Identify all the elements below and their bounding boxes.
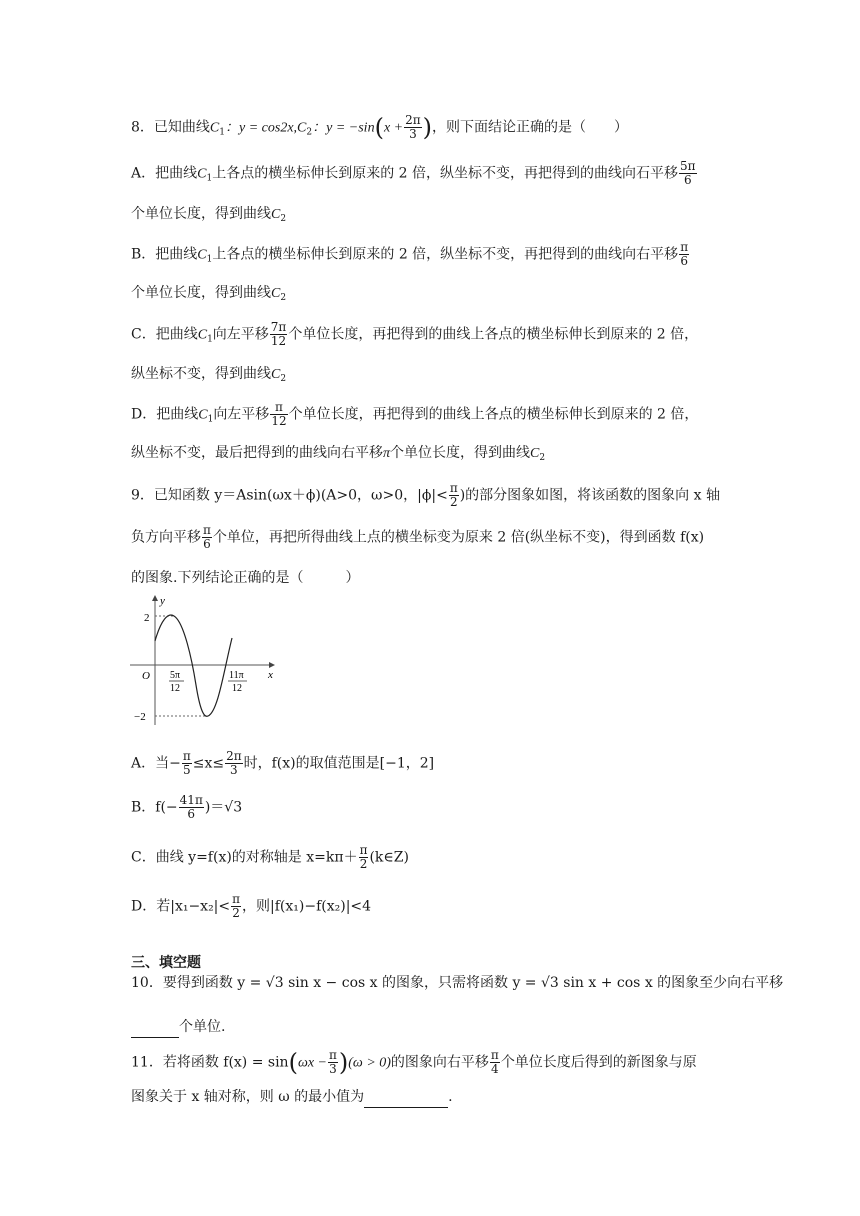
q8-option-c-cont: 纵坐标不变，得到曲线$C_2$ (131, 366, 287, 384)
q9-stem-line2: 负方向平移 $\frac{\pi}{6}$ 个单位，再把所得曲线上点的横坐标变为原来 2 倍(纵坐标不变)，得到函数 f(x) (131, 523, 705, 551)
q9-option-c: C．曲线 y=f(x)的对称轴是 x=kπ＋ $\frac{\pi}{2}$ (k∈Z) (131, 843, 409, 871)
fraction: $\frac{\pi}{5}$ (182, 749, 191, 777)
q8-stem-text: 8．已知曲线 (131, 119, 210, 136)
x-tick-11pi-12-num: 11π (229, 670, 244, 681)
fraction: $\frac{\pi}{2}$ (232, 892, 241, 920)
y-tick-bottom: −2 (134, 711, 146, 723)
q8-stem: 8．已知曲线$C_1$：$y = \cos 2x,C_2$：y = −sin(x + $\frac{2\pi}{3}$ )，则下面结论正确的是（ ） (131, 113, 629, 142)
fraction: $\frac{\pi}{6}$ (680, 240, 689, 268)
q8-option-d: D．把曲线$C_1$向左平移 $\frac{\pi}{12}$ 个单位长度，再把得到的曲线上各点的横坐标伸长到原来的 2 倍， (131, 400, 699, 428)
q10-answer-line: 个单位. (131, 1016, 225, 1038)
curve-c2-equation: ：y = −sin (312, 120, 375, 136)
curve-c2-sub: 2 (306, 127, 313, 138)
curve-c2: C (297, 120, 307, 136)
fraction: $\frac{\pi}{3}$ (329, 1048, 337, 1076)
fraction: $\frac{\pi}{2}$ (449, 481, 458, 509)
curve-c1-sub: 1 (219, 127, 225, 138)
fraction: $\frac{41\pi}{6}$ (179, 793, 203, 821)
q9-option-d: D．若|x₁−x₂|< $\frac{\pi}{2}$ ，则|f(x₁)−f(x₂)|<4 (131, 892, 372, 920)
q10-stem: 10．要得到函数 y = √3 sin x − cos x 的图象，只需将函数 y = √3 sin x + cos x 的图象至少向右平移 (131, 975, 784, 991)
q8-option-d-cont: 纵坐标不变，最后把得到的曲线向右平移π个单位长度，得到曲线$C_2$ (131, 445, 546, 463)
q9-option-b: B．f(− $\frac{41\pi}{6}$ )＝√3 (131, 793, 243, 821)
q8-option-b-cont: 个单位长度，得到曲线$C_2$ (131, 285, 287, 303)
curve-c2-arg: x + (383, 120, 404, 136)
q11-stem-line2: 图象关于 x 轴对称，则 ω 的最小值为 . (131, 1086, 453, 1108)
q8-option-a-cont: 个单位长度，得到曲线$C_2$ (131, 206, 287, 224)
fraction: $\frac{\pi}{4}$ (490, 1048, 499, 1076)
q8-option-b: B．把曲线$C_1$上各点的横坐标伸长到原来的 2 倍，纵坐标不变，再把得到的曲线向右平移 $\frac{\pi}{6}$ (131, 240, 689, 268)
q9-option-a: A．当− $\frac{\pi}{5}$ ≤x≤ $\frac{2\pi}{3}$ 时，f(x)的取值范围是[−1，2] (131, 749, 435, 777)
section-heading: 三、填空题 (131, 955, 201, 971)
sine-graph (128, 590, 280, 730)
x-tick-5pi-12-den: 12 (170, 683, 180, 694)
fraction: $\frac{5\pi}{6}$ (680, 159, 696, 187)
q8-option-c: C．把曲线$C_1$向左平移 $\frac{7\pi}{12}$ 个单位长度，再把得到的曲线上各点的横坐标伸长到原来的 2 倍， (131, 320, 699, 348)
fraction: $\frac{7\pi}{12}$ (270, 320, 287, 348)
q9-stem-line3: 的图象.下列结论正确的是（ ） (131, 570, 360, 586)
q8-option-a: A．把曲线$C_1$上各点的横坐标伸长到原来的 2 倍，纵坐标不变，再把得到的曲线向石平移 $\frac{5\pi}{6}$ (131, 159, 696, 187)
y-tick-top: 2 (144, 612, 150, 624)
origin-label: O (142, 670, 150, 682)
fraction: $\frac{\pi}{12}$ (271, 400, 287, 428)
curve-c1: C (209, 120, 220, 136)
fraction: $\frac{2\pi}{3}$ (226, 749, 242, 777)
fraction: $\frac{2\pi}{3}$ (405, 113, 421, 141)
q9-stem: 9．已知函数 y＝Asin(ωx＋ϕ)(A>0，ω>0，|ϕ|< $\frac{\pi}{2}$ )的部分图象如图，将该函数的图象向 x 轴 (131, 481, 720, 509)
q11-answer-blank[interactable] (364, 1091, 448, 1108)
fraction: $\frac{\pi}{6}$ (203, 523, 211, 551)
fraction: $\frac{\pi}{2}$ (359, 843, 368, 871)
q11-stem: 11．若将函数 f(x) = sin(ωx − $\frac{\pi}{3}$ )(ω > 0)的图象向右平移 $\frac{\pi}{4}$ 个单位长度后得到的新图象与原 (131, 1048, 697, 1077)
x-axis-label: x (268, 669, 273, 681)
y-axis-label: y (160, 595, 165, 607)
curve-c1-equation: ：y = cos2x, (225, 120, 298, 136)
sine-curve (155, 615, 232, 716)
x-tick-5pi-12-num: 5π (170, 670, 181, 681)
x-tick-11pi-12-den: 12 (232, 683, 242, 694)
q8-stem-tail: ，则下面结论正确的是（ ） (432, 119, 629, 136)
q10-answer-blank[interactable] (131, 1021, 179, 1038)
